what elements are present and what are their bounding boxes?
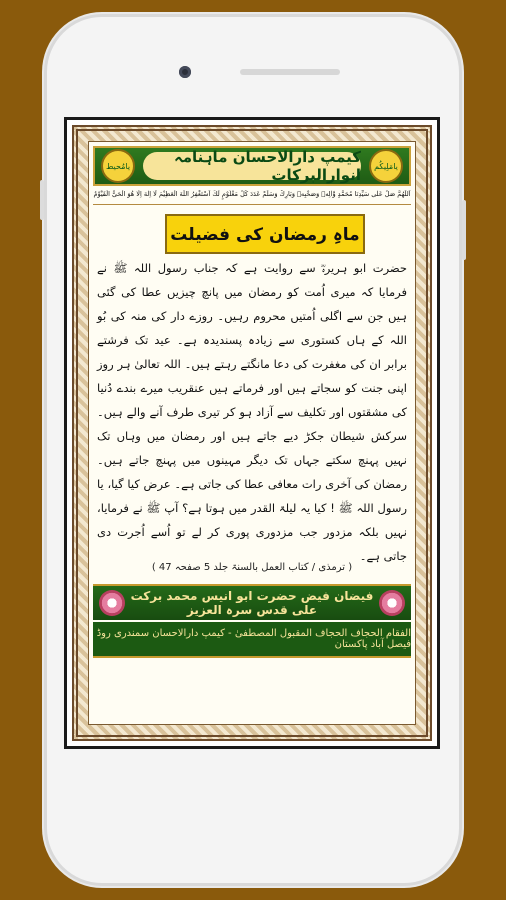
left-seal: یامُحیط [101,149,135,183]
hadith-text [97,256,407,568]
footer-address: الفقام الحجاف الحجاف المقبول المصطفیٰ - کیمپ دارالاحسان سمندری روڈ فیصل آباد پاکستان [93,622,411,658]
content-page [88,141,416,725]
banner-title: کیمپ دارالاحسان ماہنامہ انوارالبرکات [143,152,361,180]
reference-citation: ( ترمذی / کتاب العمل بالسنۃ جلد 5 صفحہ 47 ) [151,562,353,573]
app-screen [64,117,440,749]
page-title: ماہِ رمضان کی فضیلت [165,214,365,254]
right-seal: یامَلِیکُم [369,149,403,183]
power-button [462,200,466,260]
front-camera-icon [179,66,191,78]
footer-title: فیضان فیض حضرت ابو انیس محمد برکت علی قدس سرہ العزیز [130,589,374,617]
decorative-border [72,125,432,741]
volume-button [40,180,44,220]
hadith-paragraph: حضرت ابو ہریرہؓ سے روایت ہے کہ جناب رسول اللہ ﷺ نے فرمایا کہ میری اُمت کو رمضان میں پانچ چیزیں عطا کی گئی ہیں جن سے اگلی اُمتیں محروم رہیں۔ روزے دار کی منہ کی بُو اللہ کے ہاں کستوری سے زیادہ پسندیدہ ہے۔ عید تک فرشتے برابر ان کی مغفرت کی دعا مانگتے رہتے ہیں۔ اللہ تعالیٰ ہر روز اپنی جنت کو سجاتے ہیں اور فرماتے ہیں عنقریب میرے بندے دُنیا کی مشقتوں اور تکلیف سے آزاد ہو کر تیری طرف آنے والے ہیں۔ سرکش شیطان جکڑ دیے جاتے ہیں اور رمضان میں وہاں تک نہیں پہنچ سکتے جہاں تک دیگر مہینوں میں پہنچ جاتے ہیں۔ رمضان کی آخری رات معافی عطا کی جاتی ہے۔ عرض کیا گیا، یا رسول اللہ ﷺ ! کیا یہ لیلۃ القدر میں ہوتا ہے؟ آپ ﷺ نے فرمایا، نہیں بلکہ مزدور جب مزدوری پوری کر لے تو اُسے اُجرت دی جاتی ہے۔ [97,261,407,563]
speaker-grille [240,69,340,75]
flower-icon [379,590,405,616]
dua-line: اَللّٰهُمَّ صَلِّ عَلٰی سَیِّدِنَا مُحَمَّدٍ وَّاٰلِهٖ وَصَحْبِهٖ وَبَارِكْ وَسَلِّمْ عَدَدَ كُلِّ مَعْلُوْمٍ لَّكَ اَسْتَغْفِرُ اللّٰهَ الْعَظِیْمَ لَا اِلٰهَ اِلَّا هُوَ الْحَیُّ الْقَیُّوْمُ [93,190,411,205]
header-banner [93,146,411,186]
footer-banner [93,584,411,620]
flower-icon [99,590,125,616]
